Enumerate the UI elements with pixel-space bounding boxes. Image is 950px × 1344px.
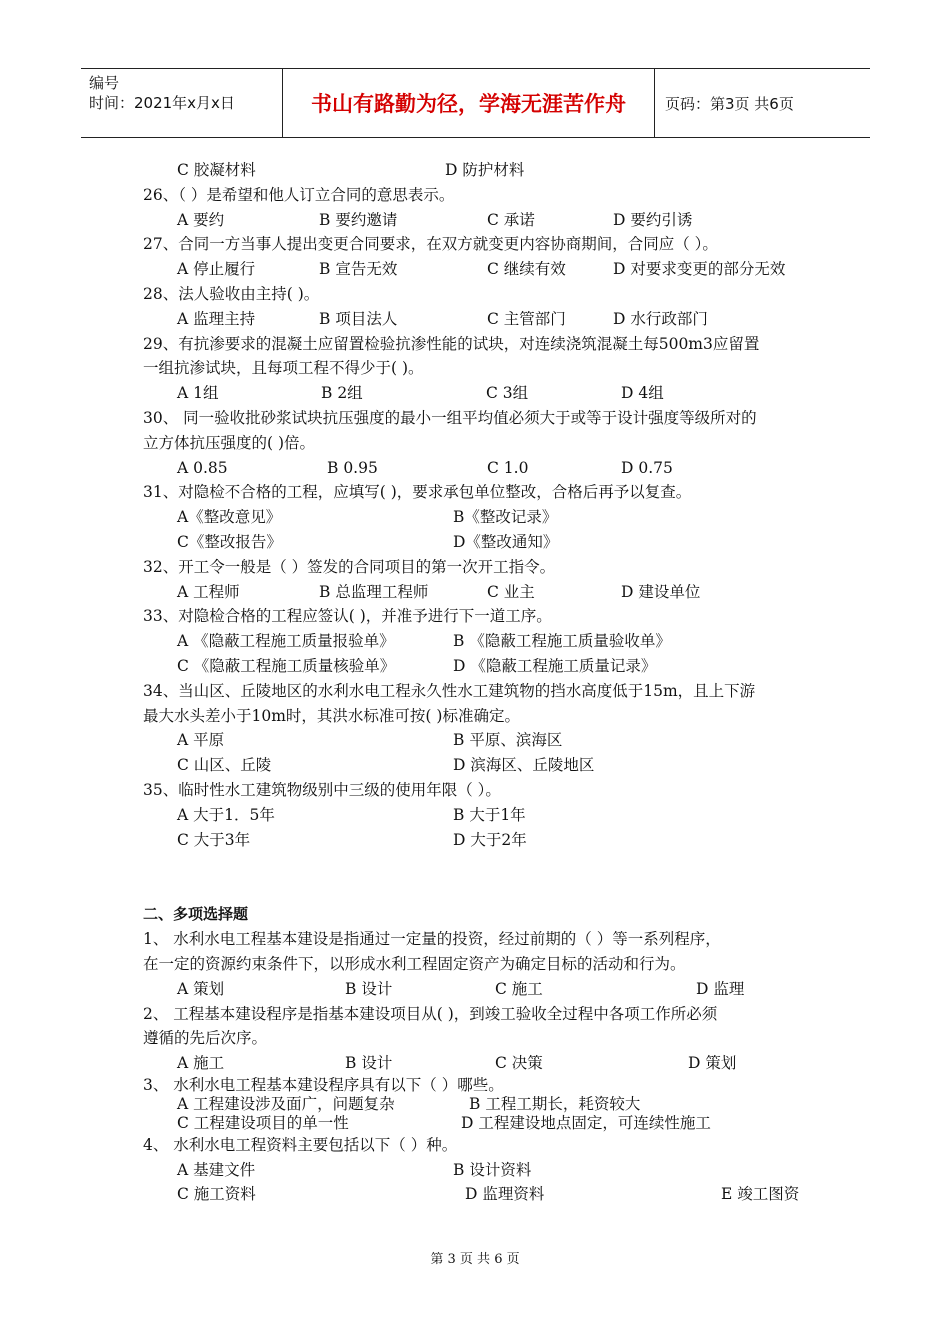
option-b: B 项目法人 [319,309,398,328]
option-c: C 决策 [495,1054,543,1073]
option-c: C 1.0 [487,458,529,477]
option-row [143,307,823,332]
option-row [143,381,823,406]
option-row [143,257,823,282]
option-d: D 建设单位 [621,582,701,601]
question-item [143,232,823,282]
document-date: 时间：2021年x月x日 [89,94,235,112]
option-c: C 《隐蔽工程施工质量核验单》 [177,656,396,675]
option-row [143,654,823,679]
question-text: 立方体抗压强度的( )倍。 [143,433,316,452]
option-d: D 监理资料 [465,1185,545,1204]
option-b: B 0.95 [327,458,378,477]
option-d: D 对要求变更的部分无效 [613,260,786,279]
option-a: A 策划 [177,979,225,998]
option-b: B 要约邀请 [319,210,398,229]
question-text: 2、 工程基本建设程序是指基本建设项目从( )，到竣工验收全过程中各项工作所必须 [143,1004,718,1023]
option-e: E 竣工图资 [721,1185,800,1204]
option-row [143,977,823,1002]
option-a: A 《隐蔽工程施工质量报验单》 [177,632,395,651]
option-row [143,728,823,753]
option-c: C 大于3年 [177,830,251,849]
option-d: D《整改通知》 [453,532,559,551]
option-d: D 0.75 [621,458,673,477]
option-b: B《整改记录》 [453,508,558,527]
option-c: C 胶凝材料 [177,161,256,179]
option-a: A 要约 [177,210,225,229]
option-d: D 水行政部门 [613,309,708,328]
option-b: B 《隐蔽工程施工质量验收单》 [453,632,671,651]
exam-content [143,158,823,1207]
question-item [143,778,823,852]
single-choice-list [143,183,823,853]
page-header [81,68,870,138]
option-row [143,530,823,555]
option-row [143,1182,823,1207]
option-row [143,803,823,828]
question-item [143,555,823,605]
question-item [143,480,823,554]
option-c: C 工程建设项目的单一性 [177,1113,349,1132]
option-d: D 4组 [621,384,664,403]
multiple-choice-list [143,927,823,1207]
option-c: C 施工资料 [177,1185,256,1204]
question-text: 一组抗渗试块，且每项工程不得少于( )。 [143,359,424,378]
option-d: D 《隐蔽工程施工质量记录》 [453,656,657,675]
question-item [143,282,823,332]
question-text: 3、 水利水电工程基本建设程序具有以下（ ）哪些。 [143,1075,504,1094]
option-b: B 设计 [345,1054,393,1073]
carry-over-options [143,158,823,183]
question-item [143,1002,823,1076]
option-b: B 大于1年 [453,805,526,824]
option-d: D 防护材料 [445,161,525,179]
option-c: C 主管部门 [487,309,566,328]
option-c: C 3组 [486,384,529,403]
option-b: B 宣告无效 [319,260,398,279]
header-page-number: 页码：第3页 共6页 [665,94,794,113]
question-item [143,679,823,778]
question-text: 4、 水利水电工程资料主要包括以下（ ）种。 [143,1135,458,1154]
option-b: B 总监理工程师 [319,582,429,601]
option-d: D 滨海区、丘陵地区 [453,756,595,775]
option-a: A 工程建设涉及面广，问题复杂 [177,1094,395,1113]
option-row [143,1114,823,1133]
question-text: 26、（ ）是希望和他人订立合同的意思表示。 [143,185,455,204]
option-a: A 大于1．5年 [177,805,275,824]
option-row [143,505,823,530]
question-item [143,1076,823,1133]
option-row [143,828,823,853]
option-b: B 2组 [321,384,363,403]
question-text: 35、临时性水工建筑物级别中三级的使用年限（ ）。 [143,780,501,799]
option-row [143,1051,823,1076]
option-a: A 基建文件 [177,1160,256,1179]
question-text: 31、对隐检不合格的工程，应填写( )，要求承包单位整改，合格后再予以复查。 [143,483,692,502]
option-c: C 继续有效 [487,260,566,279]
header-info [81,69,283,137]
question-item [143,332,823,406]
question-item [143,1133,823,1207]
option-row [143,1158,823,1183]
option-d: D 要约引诱 [613,210,693,229]
question-text: 最大水头差小于10m时，其洪水标准可按( )标准确定。 [143,706,520,725]
option-c: C 承诺 [487,210,535,229]
option-c: C 施工 [495,979,543,998]
option-row [143,1095,823,1114]
option-a: A 平原 [177,731,225,750]
option-c: C 业主 [487,582,535,601]
question-text: 32、开工令一般是（ ）签发的合同项目的第一次开工指令。 [143,557,556,576]
option-row [143,629,823,654]
option-row [143,456,823,481]
option-row [143,753,823,778]
document-code: 编号 [89,74,120,92]
option-a: A 0.85 [177,458,228,477]
option-a: A 施工 [177,1054,225,1073]
question-text: 33、对隐检合格的工程应签认( )，并准予进行下一道工序。 [143,607,552,626]
option-b: B 工程工期长，耗资较大 [469,1094,641,1113]
question-text: 27、合同一方当事人提出变更合同要求，在双方就变更内容协商期间，合同应（ ）。 [143,235,718,254]
option-d: D 大于2年 [453,830,527,849]
option-b: B 平原、滨海区 [453,731,563,750]
option-c: C 山区、丘陵 [177,756,272,775]
question-text: 29、有抗渗要求的混凝土应留置检验抗渗性能的试块，对连续浇筑混凝土每500m3应留置 [143,334,760,353]
option-a: A《整改意见》 [177,508,282,527]
question-text: 在一定的资源约束条件下，以形成水利工程固定资产为确定目标的活动和行为。 [143,954,686,973]
option-b: B 设计资料 [453,1160,532,1179]
option-row [143,580,823,605]
option-row [143,208,823,233]
option-a: A 监理主持 [177,309,256,328]
question-text: 34、当山区、丘陵地区的水利水电工程永久性水工建筑物的挡水高度低于15m，且上下游 [143,681,756,700]
option-d: D 监理 [696,979,745,998]
option-a: A 工程师 [177,582,240,601]
option-b: B 设计 [345,979,393,998]
question-text: 30、 同一验收批砂浆试块抗压强度的最小一组平均值必须大于或等于设计强度等级所对的 [143,408,757,427]
option-c: C《整改报告》 [177,532,282,551]
question-item [143,183,823,233]
question-text: 遵循的先后次序。 [143,1029,268,1048]
question-text: 1、 水利水电工程基本建设是指通过一定量的投资，经过前期的（ ）等一系列程序， [143,930,721,949]
page-footer: 第 3 页 共 6 页 [430,1252,520,1267]
question-item [143,406,823,480]
section-title-multiple-choice: 二、多项选择题 [143,905,249,924]
option-a: A 停止履行 [177,260,256,279]
option-d: D 策划 [688,1054,737,1073]
header-motto: 书山有路勤为径，学海无涯苦作舟 [283,69,655,137]
question-item [143,927,823,1001]
question-item [143,604,823,678]
option-d: D 工程建设地点固定，可连续性施工 [461,1113,711,1132]
option-a: A 1组 [177,384,219,403]
question-text: 28、法人验收由主持( )。 [143,284,320,303]
